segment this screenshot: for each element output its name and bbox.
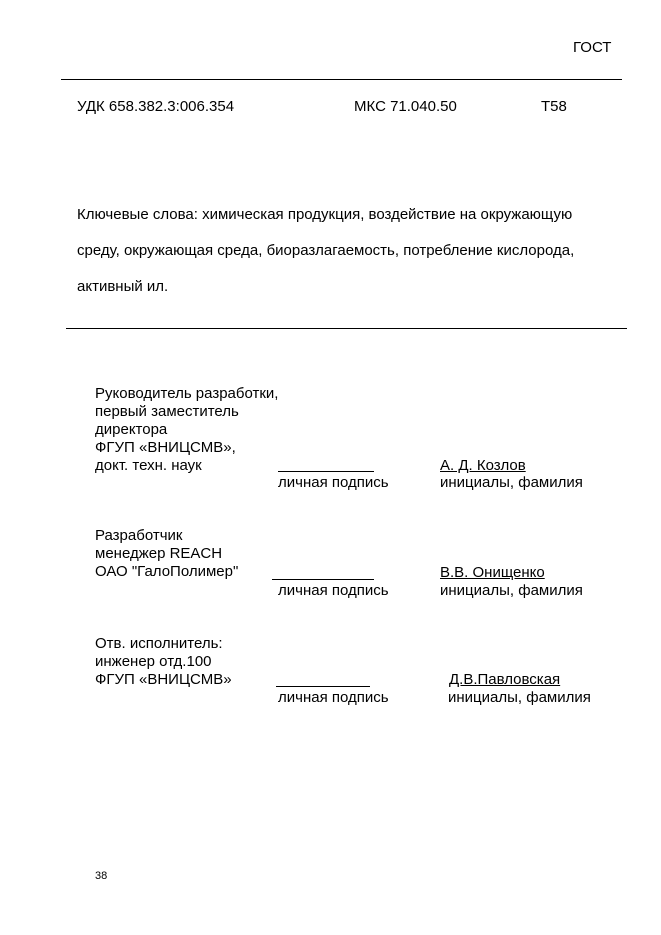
role-line: ФГУП «ВНИЦСМВ», [95,439,236,456]
role-line: ОАО "ГалоПолимер" [95,563,239,580]
top-divider [61,79,622,80]
role-line: менеджер REACH [95,545,223,562]
role-line: инженер отд.100 [95,653,212,670]
keywords-line-2: среду, окружающая среда, биоразлагаемость, потребление кислорода, [77,242,575,259]
signature-caption-1: личная подпись [278,474,389,491]
standard-label: ГОСТ [573,39,612,56]
role-line: ФГУП «ВНИЦСМВ» [95,671,232,688]
role-line: первый заместитель [95,403,239,420]
signatory-role-3 [95,635,232,689]
signature-caption-2: личная подпись [278,582,389,599]
role-line: Отв. исполнитель: [95,635,223,652]
name-caption-1: инициалы, фамилия [440,474,583,491]
name-caption-3: инициалы, фамилия [448,689,591,706]
role-line: Руководитель разработки, [95,385,279,402]
keywords-line-1: Ключевые слова: химическая продукция, воздействие на окружающую [77,206,573,223]
keywords-line-3: активный ил. [77,278,169,295]
signatory-name-3: Д.В.Павловская [449,671,561,688]
bottom-divider [66,328,627,329]
signatory-role-2 [95,527,238,581]
udk-code: УДК 658.382.3:006.354 [77,98,235,115]
role-line: докт. техн. наук [95,457,202,474]
name-caption-2: инициалы, фамилия [440,582,583,599]
signature-caption-3: личная подпись [278,689,389,706]
page-number: 38 [95,870,108,882]
signatory-name-2: В.В. Онищенко [440,564,545,581]
role-line: директора [95,421,168,438]
signature-line-1 [278,471,374,472]
signature-line-3 [276,686,370,687]
role-line: Разработчик [95,527,183,544]
signatory-name-1: А. Д. Козлов [440,457,526,474]
signature-line-2 [272,579,374,580]
classifier-code: Т58 [541,98,567,115]
mks-code: МКС 71.040.50 [354,98,457,115]
signatory-role-1 [95,385,278,475]
